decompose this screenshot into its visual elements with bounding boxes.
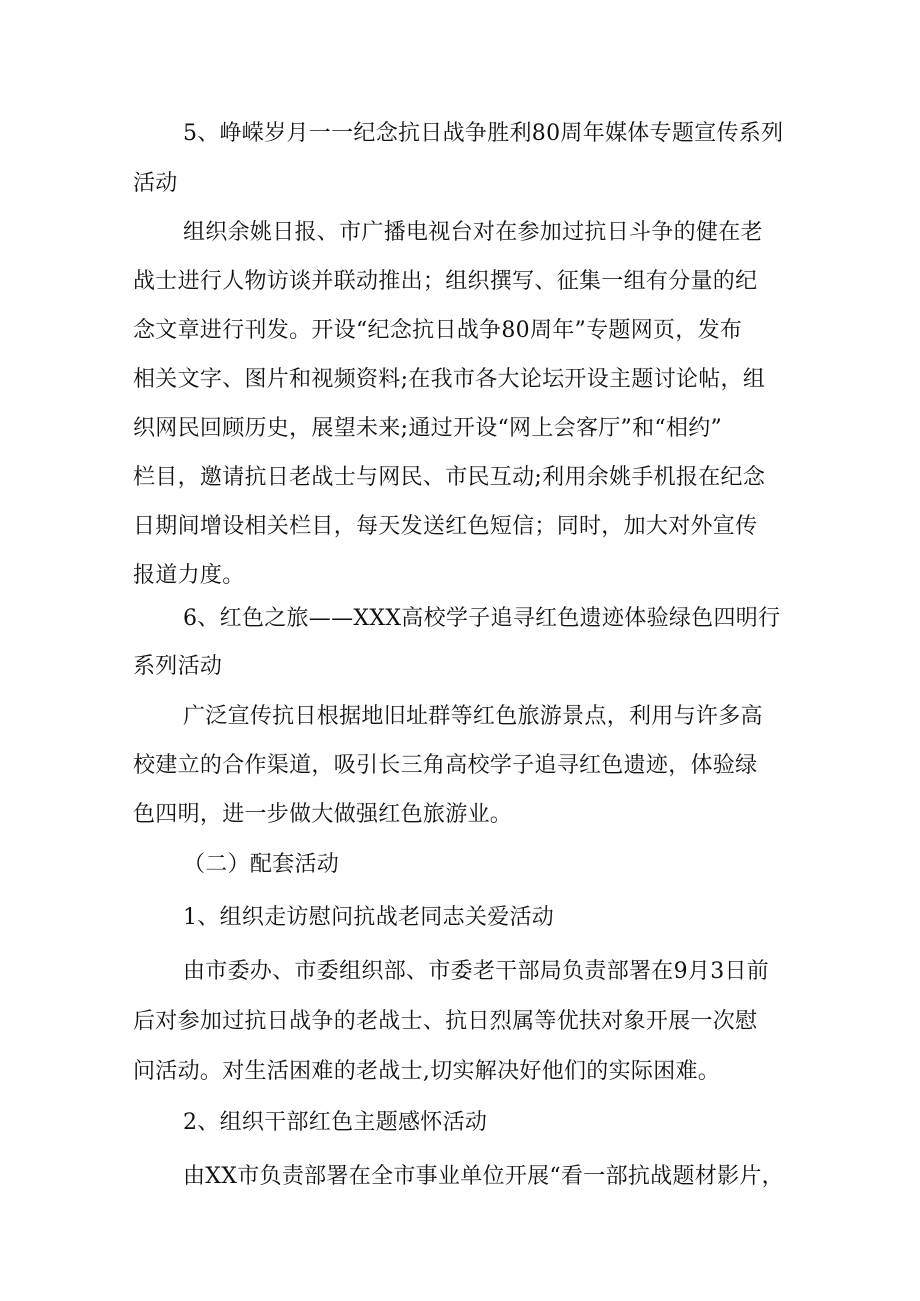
section-5-body-line: 栏目，邀请抗日老战士与网民、市民互动;利用余姚手机报在纪念 bbox=[133, 465, 766, 490]
item-1-heading: 1、组织走访慰问抗战老同志关爱活动 bbox=[183, 905, 555, 930]
section-5-body-line: 日期间增设相关栏目，每天发送红色短信；同时，加大对外宣传 bbox=[133, 514, 758, 539]
subsection-title: （二）配套活动 bbox=[183, 852, 340, 877]
section-5-body-line: 报道力度。 bbox=[133, 563, 245, 588]
item-1-body-line: 后对参加过抗日战争的老战士、抗日烈属等优扶对象开展一次慰 bbox=[133, 1009, 758, 1034]
item-2-heading: 2、组织干部红色主题感怀活动 bbox=[183, 1110, 488, 1135]
section-5-body-line: 织网民回顾历史，展望未来;通过开设“网上会客厅”和“相约” bbox=[133, 416, 723, 441]
section-5-body-line: 相关文字、图片和视频资料;在我市各大论坛开设主题讨论帖，组 bbox=[133, 367, 766, 392]
item-2-body-line: 由XX市负责部署在全市事业单位开展“看一部抗战题材影片， bbox=[183, 1164, 784, 1189]
section-5-body-line: 战士进行人物访谈并联动推出；组织撰写、征集一组有分量的纪 bbox=[133, 269, 758, 294]
section-6-body-line: 广泛宣传抗日根据地旧址群等红色旅游景点，利用与许多高 bbox=[183, 704, 763, 729]
section-6-body-line: 校建立的合作渠道，吸引长三角高校学子追寻红色遗迹，体验绿 bbox=[133, 753, 758, 778]
section-5-heading-line-1: 5、峥嵘岁月一一纪念抗日战争胜利80周年媒体专题宣传系列 bbox=[183, 121, 784, 146]
section-6-heading-line-1: 6、红色之旅——XXX高校学子追寻红色遗迹体验绿色四明行 bbox=[183, 606, 781, 631]
section-6-body-line: 色四明，进一步做大做强红色旅游业。 bbox=[133, 802, 513, 827]
section-5-heading-line-2: 活动 bbox=[133, 171, 178, 196]
section-6-heading-line-2: 系列活动 bbox=[133, 654, 223, 679]
item-1-body-line: 由市委办、市委组织部、市委老干部局负责部署在9月3日前 bbox=[183, 959, 770, 984]
section-5-body-line: 念文章进行刊发。开设“纪念抗日战争80周年”专题网页，发布 bbox=[133, 318, 743, 343]
item-1-body-line: 问活动。对生活困难的老战士,切实解决好他们的实际困难。 bbox=[133, 1059, 721, 1084]
section-5-body-line: 组织余姚日报、市广播电视台对在参加过抗日斗争的健在老 bbox=[183, 220, 763, 245]
